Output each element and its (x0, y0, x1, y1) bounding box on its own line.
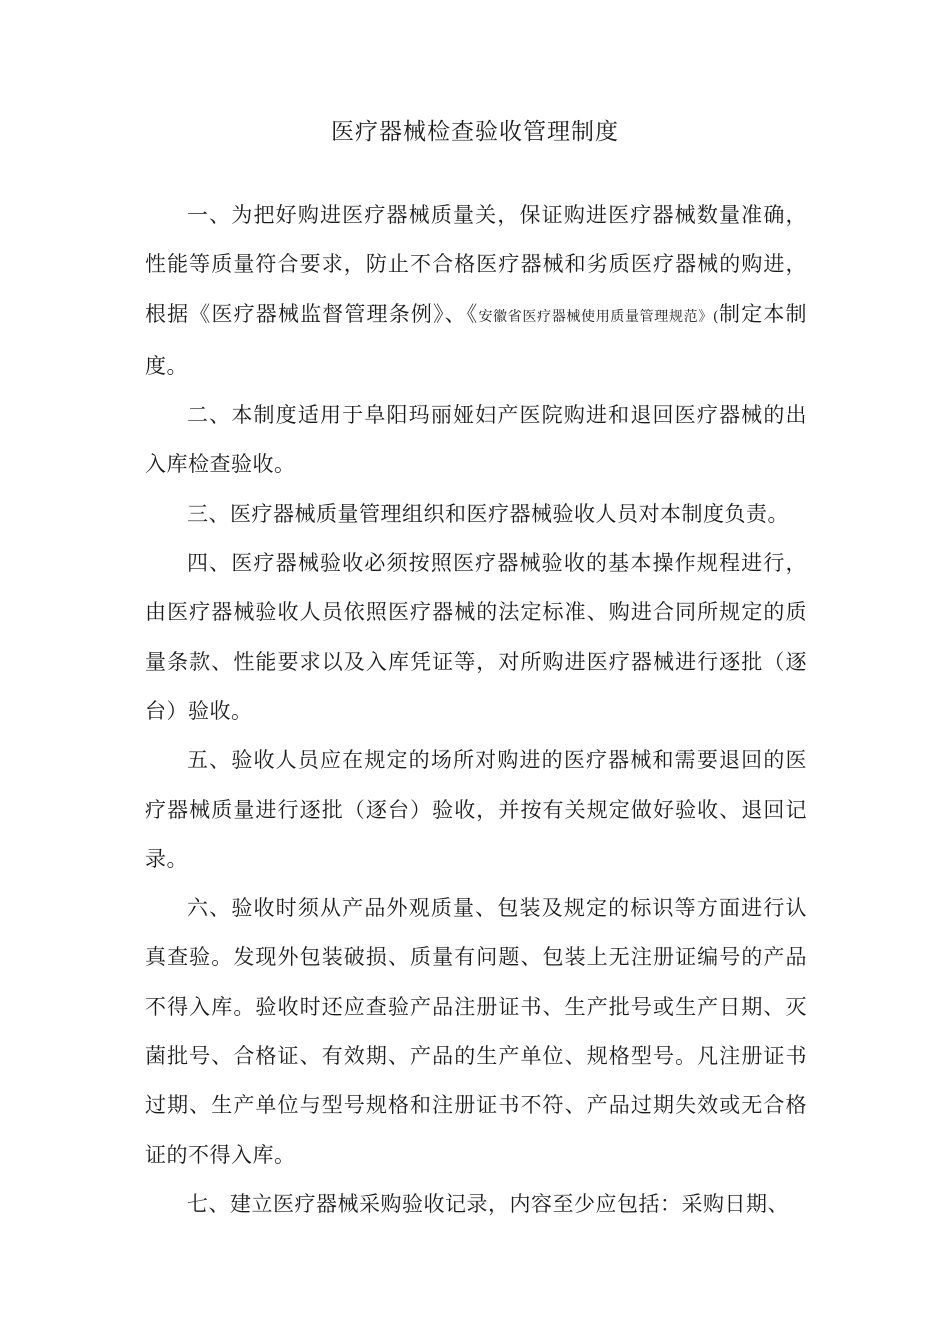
paragraph-1-tail-text: 制定本制度。 (145, 301, 808, 378)
document-title: 医疗器械检查验收管理制度 (331, 119, 619, 145)
paragraph-3: 三、医疗器械质量管理组织和医疗器械验收人员对本制度负责。 (187, 501, 789, 526)
paragraph-2: 二、本制度适用于阜阳玛丽娅妇产医院购进和退回医疗器械的出入库检查验收。 (145, 403, 807, 477)
paragraph-6: 六、验收时须从产品外观质量、包装及规定的标识等方面进行认真查验。发现外包装破损、质量有问题、包装上无注册证编号的产品不得入库。验收时还应查验产品注册证书、生产批号或生产日期、灭菌批号、合格证、有效期、产品的生产单位、规格型号。凡注册证书过期、生产单位与型号规格和注册证书不符、产品过期失效或无合格证的不得入库。 (145, 896, 807, 1167)
document-body (145, 191, 807, 1229)
paragraph-4: 四、医疗器械验收必须按照医疗器械验收的基本操作规程进行，由医疗器械验收人员依照医疗器械的法定标准、购进合同所规定的质量条款、性能要求以及入库凭证等，对所购进医疗器械进行逐批（逐台）验收。 (145, 551, 807, 723)
paragraph-7: 七、建立医疗器械采购验收记录，内容至少应包括：采购日期、 (187, 1191, 789, 1216)
paragraph-1-text: 一、为把好购进医疗器械质量关，保证购进医疗器械数量准确，性能等质量符合要求，防止不合格医疗器械和劣质医疗器械的购进，根据《医疗器械监督管理条例》、《 (145, 203, 807, 326)
paragraph-1 (145, 191, 807, 391)
paragraph-1-small-text: 安徽省医疗器械使用质量管理规范》( (478, 308, 719, 325)
paragraph-5: 五、验收人员应在规定的场所对购进的医疗器械和需要退回的医疗器械质量进行逐批（逐台）验收，并按有关规定做好验收、退回记录。 (145, 748, 807, 871)
